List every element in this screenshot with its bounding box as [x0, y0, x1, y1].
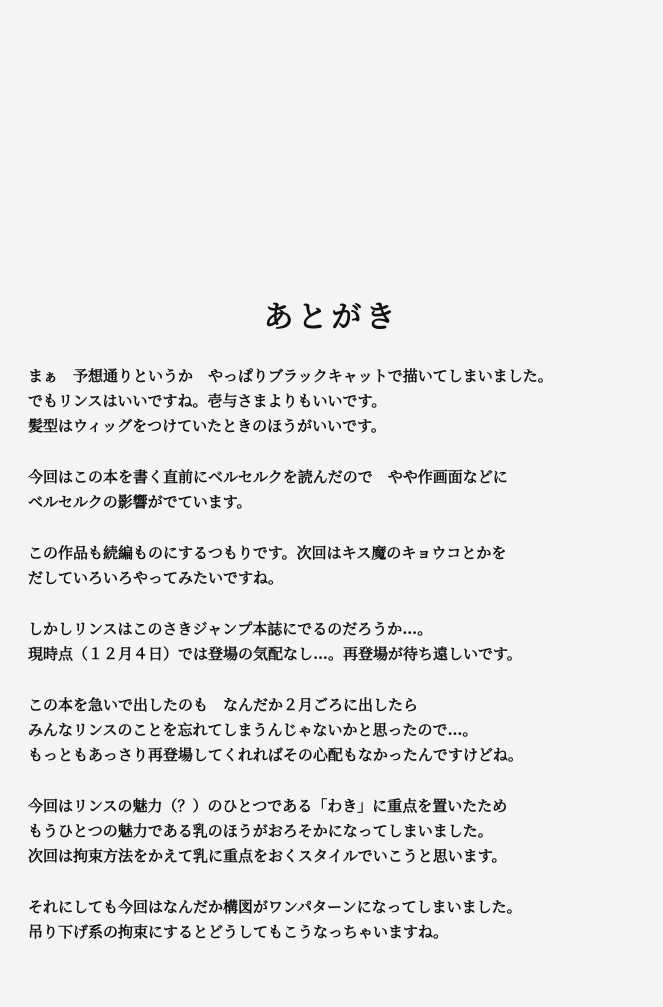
text-line: みんなリンスのことを忘れてしまうんじゃないかと思ったので…。 [28, 721, 478, 739]
text-line: でもリンスはいいですね。壱与さまよりもいいです。 [28, 392, 387, 410]
page-title: あとがき [263, 300, 400, 335]
paragraph [28, 364, 648, 439]
paragraph [28, 693, 648, 768]
paragraph [28, 617, 648, 667]
text-line: ベルセルクの影響がでています。 [28, 493, 252, 511]
paragraph [28, 465, 648, 515]
text-line: まぁ 予想通りというか やっぱりブラックキャットで描いてしまいました。 [28, 367, 553, 385]
text-line: 今回はこの本を書く直前にベルセルクを読んだので やや作画面などに [28, 468, 508, 486]
text-line: だしていろいろやってみたいですね。 [28, 569, 284, 587]
text-line: それにしても今回はなんだか構図がワンパターンになってしまいました。 [28, 898, 522, 916]
text-line: 現時点（１２月４日）では登場の気配なし…。再登場が待ち遠しいです。 [28, 645, 522, 663]
text-line: しかしリンスはこのさきジャンプ本誌にでるのだろうか…。 [28, 620, 433, 638]
afterword-body [28, 364, 648, 971]
paragraph [28, 794, 648, 869]
text-line: もうひとつの魅力である乳のほうがおろそかになってしまいました。 [28, 822, 493, 840]
text-line: この作品も続編ものにするつもりです。次回はキス魔のキョウコとかを [28, 544, 507, 562]
text-line: 吊り下げ系の拘束にするとどうしてもこうなっちゃいますね。 [28, 923, 449, 941]
text-line: 今回はリンスの魅力（？）のひとつである「わき」に重点を置いたため [28, 797, 508, 815]
paragraph [28, 541, 648, 591]
text-line: 髪型はウィッグをつけていたときのほうがいいです。 [28, 417, 386, 435]
text-line: もっともあっさり再登場してくれればその心配もなかったんですけどね。 [28, 746, 523, 764]
text-line: この本を急いで出したのも なんだか２月ごろに出したら [28, 696, 419, 714]
paragraph [28, 895, 648, 945]
text-line: 次回は拘束方法をかえて乳に重点をおくスタイルでいこうと思います。 [28, 847, 507, 865]
